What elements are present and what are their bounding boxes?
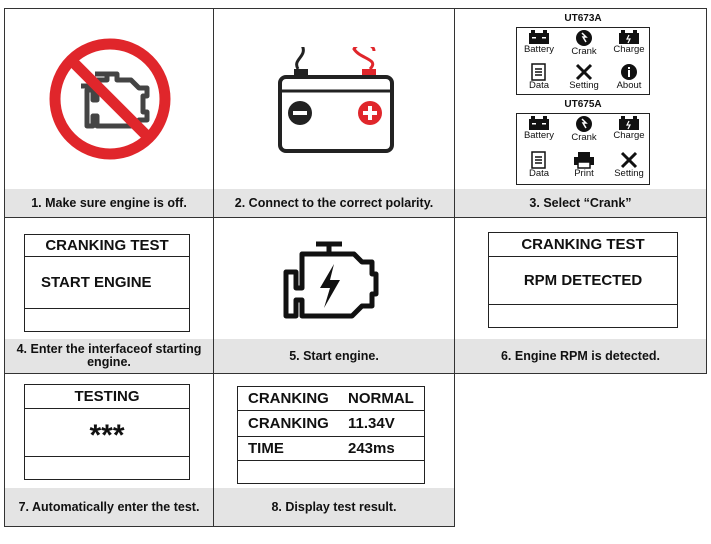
battery-polarity-icon xyxy=(276,47,396,157)
menu-item-charge[interactable]: Charge xyxy=(607,114,651,146)
step-2-caption: 2. Connect to the correct polarity. xyxy=(214,189,454,217)
lcd-screen xyxy=(488,232,678,328)
crank-icon xyxy=(575,115,593,133)
step-2-cell xyxy=(213,8,455,218)
tools-icon xyxy=(575,63,593,81)
step-6-cell xyxy=(454,217,707,374)
battery-icon xyxy=(528,115,550,131)
menu-item-data[interactable]: Data xyxy=(517,150,561,182)
result-value: 243ms xyxy=(348,440,395,457)
engine-off-icon xyxy=(45,34,175,164)
menu-item-about[interactable]: About xyxy=(607,62,651,94)
lcd-screen xyxy=(24,234,190,332)
menu-item-battery[interactable]: Battery xyxy=(517,28,561,60)
menu-item-crank[interactable]: Crank xyxy=(562,114,606,146)
lcd-message: RPM DETECTED xyxy=(489,257,677,305)
result-row xyxy=(238,387,424,411)
result-value: 11.34V xyxy=(348,415,395,432)
lcd-screen xyxy=(24,384,190,480)
result-row xyxy=(238,437,424,461)
result-label: CRANKING xyxy=(248,390,329,407)
menu-item-data[interactable]: Data xyxy=(517,62,561,94)
menu-ut675a xyxy=(516,113,650,185)
lcd-message: START ENGINE xyxy=(25,257,189,309)
model-label-ut673a: UT673A xyxy=(564,13,602,24)
step-7-cell xyxy=(4,373,214,527)
menu-item-setting[interactable]: Setting xyxy=(607,150,651,182)
menu-item-charge[interactable]: Charge xyxy=(607,28,651,60)
lcd-screen xyxy=(237,386,425,484)
step-8-cell xyxy=(213,373,455,527)
result-label: CRANKING xyxy=(248,415,329,432)
menu-ut673a xyxy=(516,27,650,95)
menu-item-battery[interactable]: Battery xyxy=(517,114,561,146)
charge-icon xyxy=(618,115,640,131)
result-row xyxy=(238,411,424,437)
step-1-cell xyxy=(4,8,214,218)
tools-icon xyxy=(620,151,638,169)
menu-item-print[interactable]: Print xyxy=(562,150,606,182)
charge-icon xyxy=(618,29,640,45)
step-5-cell xyxy=(213,217,455,374)
result-label: TIME xyxy=(248,440,284,457)
step-3-cell xyxy=(454,8,707,218)
engine-start-icon xyxy=(280,240,380,324)
lcd-progress: *** xyxy=(25,409,189,457)
info-icon xyxy=(620,63,638,81)
result-value: NORMAL xyxy=(348,390,414,407)
battery-icon xyxy=(528,29,550,45)
model-label-ut675a: UT675A xyxy=(564,99,602,110)
step-3-caption: 3. Select “Crank” xyxy=(455,189,706,217)
lcd-title: CRANKING TEST xyxy=(489,233,677,257)
lcd-title: TESTING xyxy=(25,385,189,409)
data-icon xyxy=(531,63,547,81)
printer-icon xyxy=(573,151,595,169)
crank-icon xyxy=(575,29,593,47)
step-8-caption: 8. Display test result. xyxy=(214,488,454,526)
data-icon xyxy=(531,151,547,169)
step-4-cell xyxy=(4,217,214,374)
menu-item-setting[interactable]: Setting xyxy=(562,62,606,94)
step-4-caption: 4. Enter the interfaceof starting engine. xyxy=(5,339,213,373)
lcd-title: CRANKING TEST xyxy=(25,235,189,257)
step-6-caption: 6. Engine RPM is detected. xyxy=(455,339,706,373)
step-7-caption: 7. Automatically enter the test. xyxy=(5,488,213,526)
step-5-caption: 5. Start engine. xyxy=(214,339,454,373)
step-1-caption: 1. Make sure engine is off. xyxy=(5,189,213,217)
menu-item-crank[interactable]: Crank xyxy=(562,28,606,60)
